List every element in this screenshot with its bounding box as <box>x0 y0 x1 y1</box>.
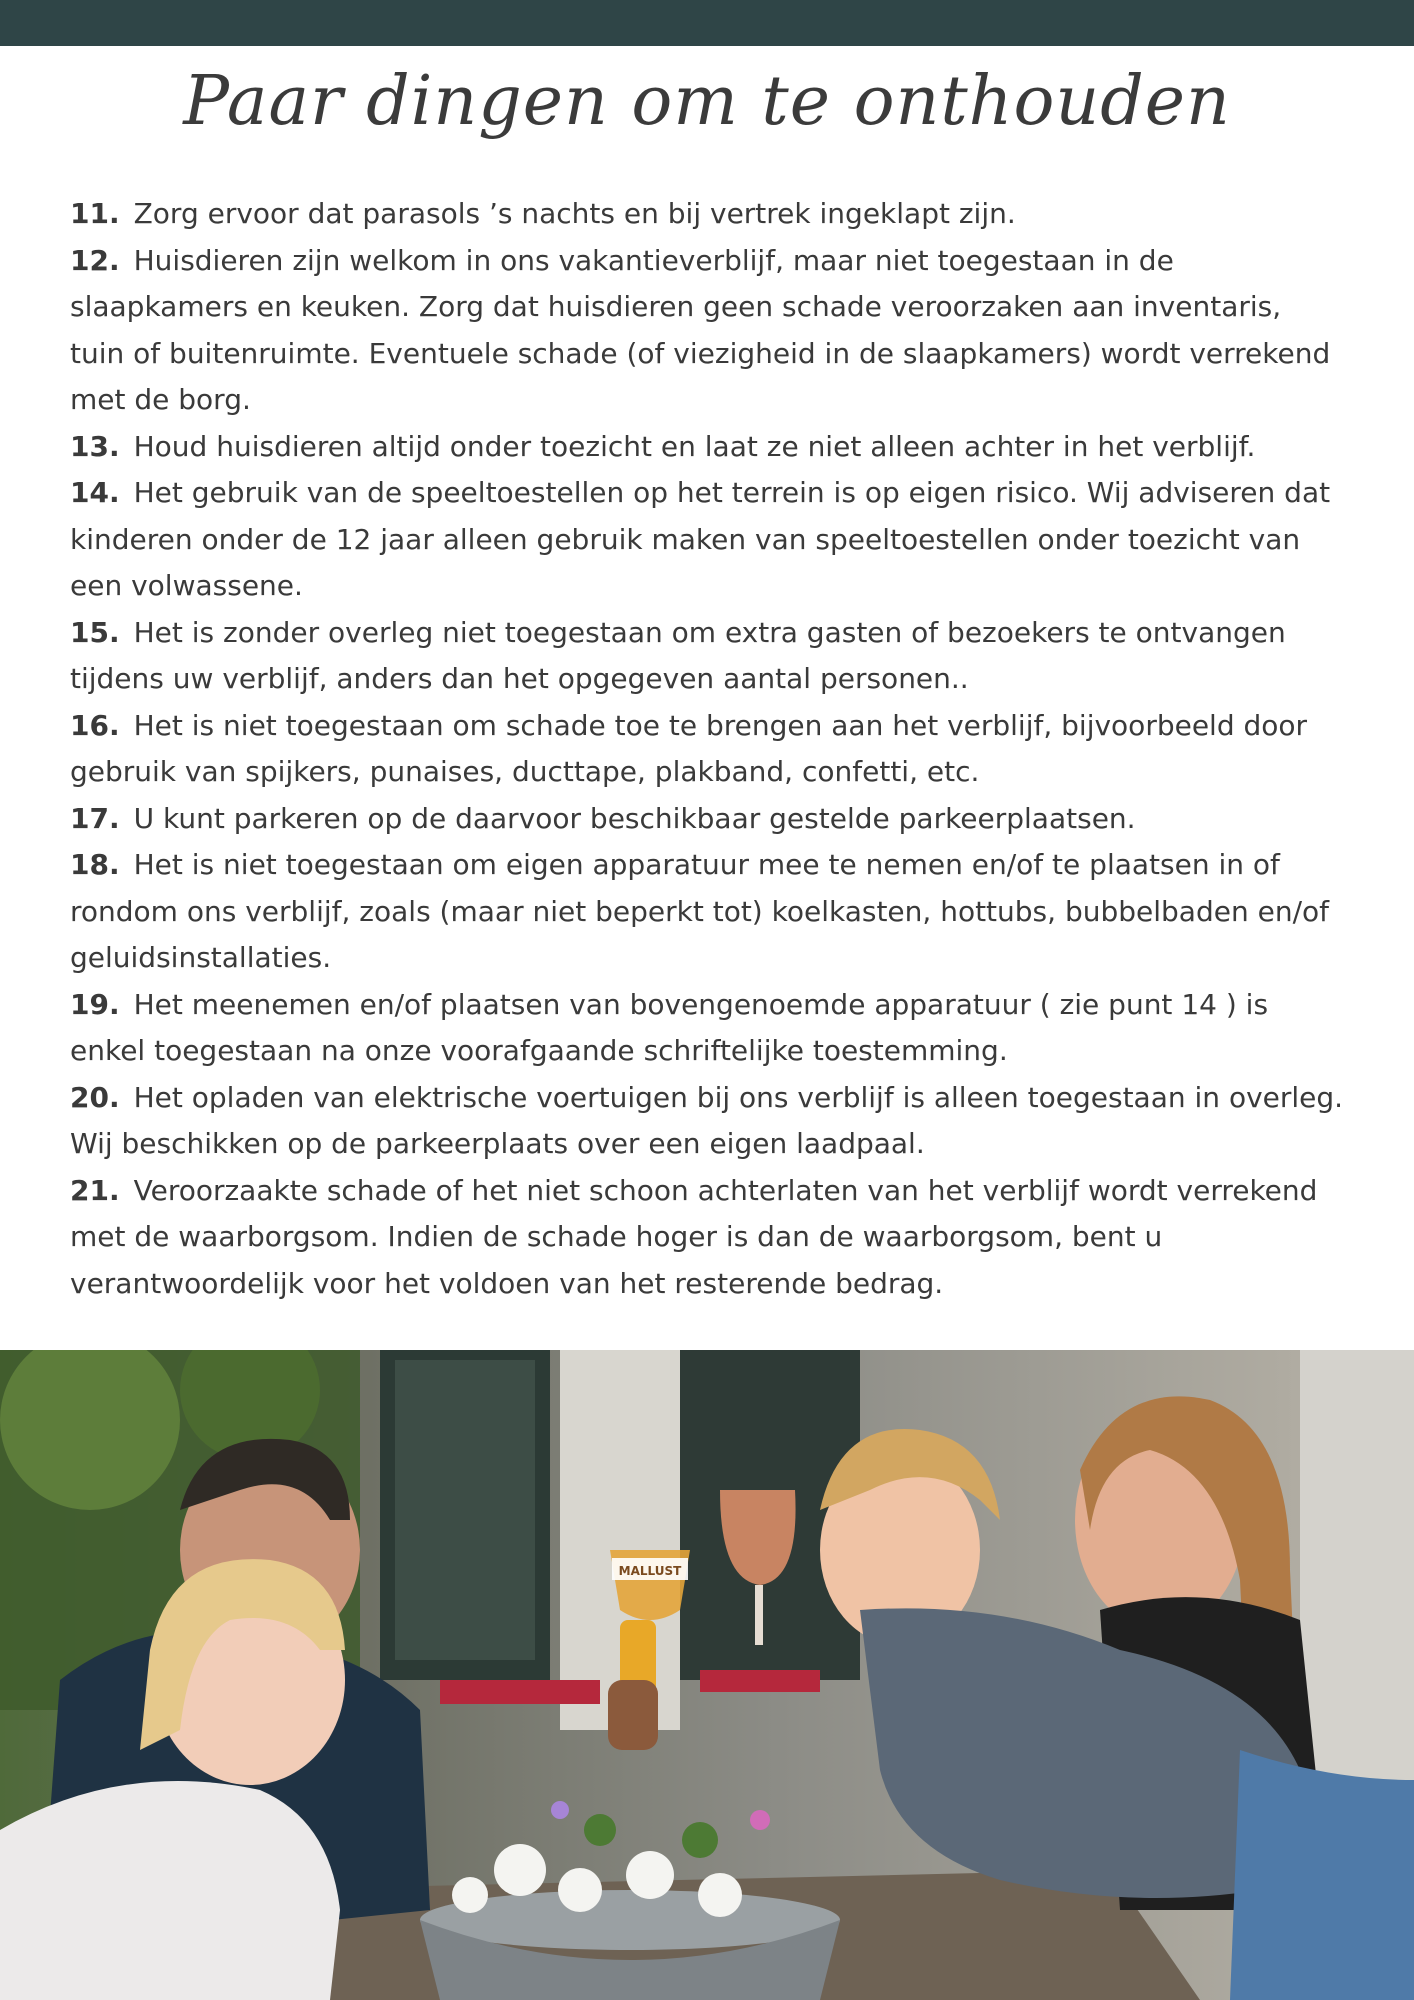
rule-text: U kunt parkeren op de daarvoor beschikbaar gestelde parkeerplaatsen. <box>133 801 1136 835</box>
header-bar <box>0 0 1414 46</box>
rule-number: 11. <box>70 197 120 230</box>
chocolate-milk-bottle <box>608 1680 658 1750</box>
rule-text: Het is niet toegestaan om eigen apparatuur mee te nemen en/of te plaatsen in of rondom ons verblijf, zoals (maar niet beperkt tot) koelkasten, hottubs, bubbelbaden en/of geluidsinstallaties. <box>70 848 1329 974</box>
rule-text: Houd huisdieren altijd onder toezicht en laat ze niet alleen achter in het verblijf. <box>133 429 1256 463</box>
rule-number: 19. <box>70 987 120 1021</box>
rule-number: 14. <box>70 476 120 509</box>
girl-shirt <box>0 1781 340 2000</box>
rule-item <box>70 238 1344 424</box>
family-photo <box>0 1350 1414 2000</box>
rule-number: 12. <box>70 243 120 277</box>
rule-item <box>70 1168 1344 1308</box>
rule-number: 21. <box>70 1173 120 1207</box>
white-flower <box>494 1844 546 1896</box>
rule-item <box>70 982 1344 1075</box>
rule-item <box>70 842 1344 982</box>
purple-flower <box>551 1801 569 1819</box>
boy-jeans <box>1230 1750 1414 2000</box>
rule-item <box>70 470 1344 610</box>
pink-flower <box>750 1810 770 1830</box>
red-cushion <box>440 1680 600 1704</box>
rule-number: 15. <box>70 615 120 649</box>
rule-number: 13. <box>70 429 120 463</box>
rule-number: 20. <box>70 1080 120 1114</box>
bottle-label: MALLUST <box>618 1564 682 1578</box>
rule-text: Het is zonder overleg niet toegestaan om extra gasten of bezoekers te ontvangen tijdens uw verblijf, anders dan het opgegeven aantal personen.. <box>70 615 1286 695</box>
rule-number: 16. <box>70 708 120 742</box>
rule-text: Het meenemen en/of plaatsen van bovengenoemde apparatuur ( zie punt 14 ) is enkel toegestaan na onze voorafgaande schriftelijke toestemming. <box>70 987 1269 1067</box>
rule-item <box>70 610 1344 703</box>
rule-item <box>70 424 1344 471</box>
rule-item <box>70 191 1344 238</box>
rule-number: 18. <box>70 848 120 881</box>
rule-text: Veroorzaakte schade of het niet schoon achterlaten van het verblijf wordt verrekend met de waarborgsom. Indien de schade hoger is dan de waarborgsom, bent u verantwoordelijk voor het voldoen van het resterende bedrag. <box>70 1173 1318 1300</box>
rule-item <box>70 1075 1344 1168</box>
rule-item <box>70 703 1344 796</box>
rule-text: Het is niet toegestaan om schade toe te brengen aan het verblijf, bijvoorbeeld door gebruik van spijkers, punaises, ducttape, plakband, confetti, etc. <box>70 708 1308 788</box>
rule-text: Het opladen van elektrische voertuigen bij ons verblijf is alleen toegestaan in overleg. Wij beschikken op de parkeerplaats over een eigen laadpaal. <box>70 1080 1344 1160</box>
rule-text: Huisdieren zijn welkom in ons vakantieverblijf, maar niet toegestaan in de slaapkamers en keuken. Zorg dat huisdieren geen schade veroorzaken aan inventaris, tuin of buitenruimte. Eventuele schade (of viezigheid in de slaapkamers) wordt verrekend met de borg. <box>70 243 1331 416</box>
rule-number: 17. <box>70 801 120 835</box>
rule-text: Zorg ervoor dat parasols ’s nachts en bij vertrek ingeklapt zijn. <box>133 197 1016 230</box>
page-title: Paar dingen om te onthouden <box>183 62 1231 141</box>
rule-item <box>70 796 1344 843</box>
rule-text: Het gebruik van de speeltoestellen op het terrein is op eigen risico. Wij adviseren dat kinderen onder de 12 jaar alleen gebruik maken van speeltoestellen onder toezicht van een volwassene. <box>70 476 1331 602</box>
rules-list <box>70 191 1344 1307</box>
